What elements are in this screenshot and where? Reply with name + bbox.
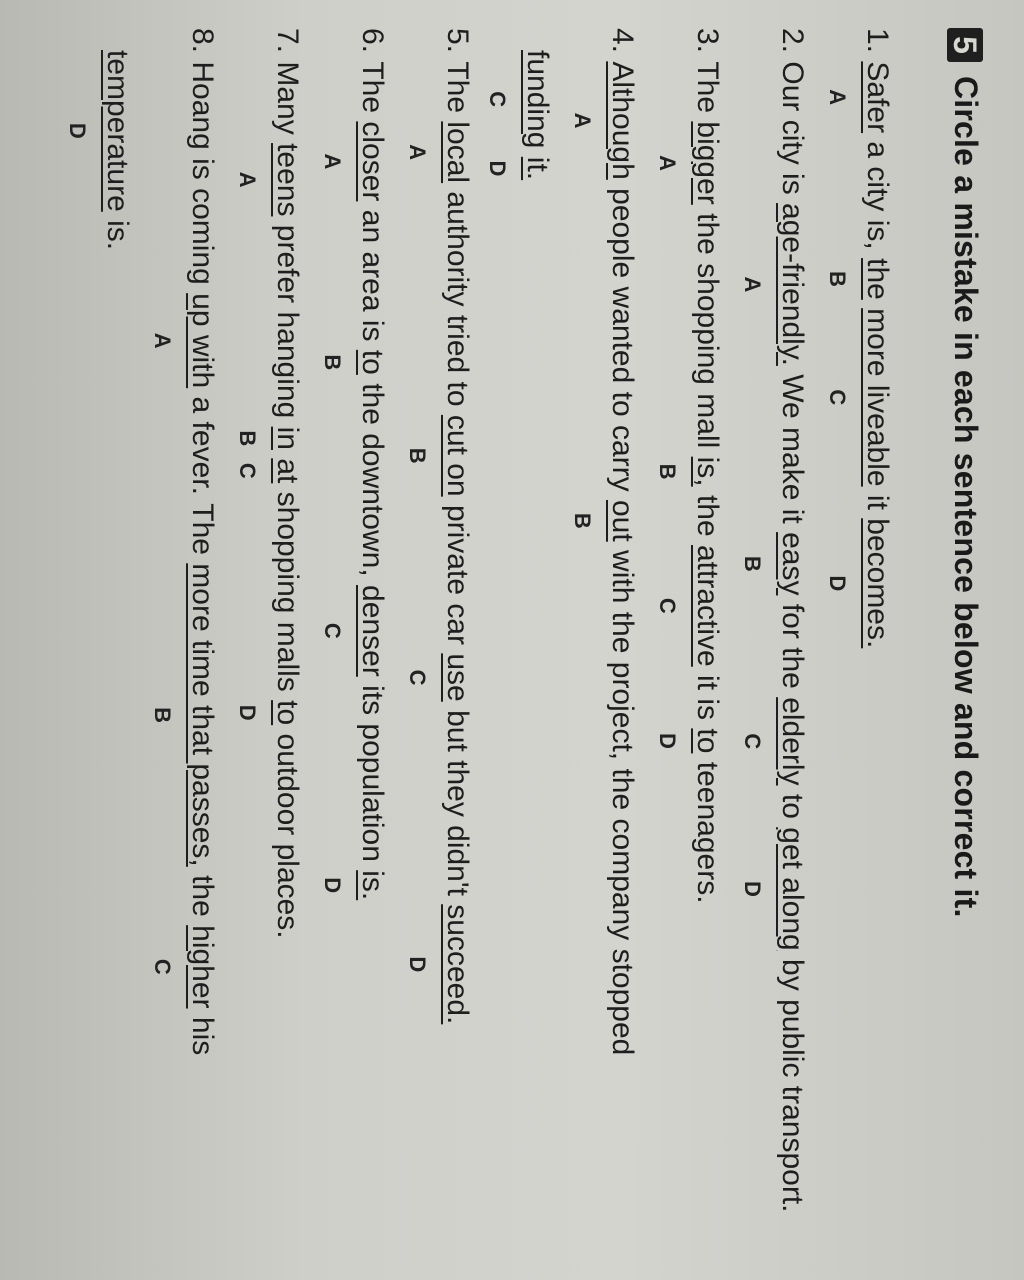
underlined-option[interactable] <box>235 458 304 484</box>
segment-text: 8. Hoang is coming <box>186 28 219 294</box>
segment-text: 5. The <box>441 28 474 122</box>
sentence-text <box>690 667 724 729</box>
segment-text: it <box>861 486 894 519</box>
option-label-a: A <box>150 332 175 349</box>
option-label-c: C <box>235 462 260 479</box>
sentence-6-line-1 <box>320 28 389 901</box>
segment-text: at <box>271 458 304 484</box>
segment-text: 6. The <box>356 28 389 122</box>
segment-text: private car <box>441 496 474 654</box>
option-label-b: B <box>235 430 260 447</box>
sentence-text <box>775 366 809 532</box>
segment-text: elderly <box>776 697 809 786</box>
segment-text: temperature <box>101 50 134 212</box>
segment-text: more time that passes, <box>186 563 219 867</box>
sentence-text <box>440 702 474 905</box>
underlined-option[interactable] <box>405 414 474 497</box>
underlined-option[interactable] <box>235 426 304 450</box>
sentence-text <box>270 725 304 938</box>
segment-text: We make it <box>776 365 809 533</box>
segment-text: a fever. The <box>186 388 219 564</box>
segment-text: Safer <box>861 61 894 134</box>
sentence-text <box>270 216 304 426</box>
underlined-option[interactable] <box>655 728 724 754</box>
underlined-option[interactable] <box>320 585 389 677</box>
sentence-text <box>860 28 894 61</box>
underlined-option[interactable] <box>320 349 389 375</box>
exercise-title: Circle a mistake in each sentence below and correct it. <box>948 76 984 918</box>
segment-text: is, <box>691 456 724 487</box>
sentence-4-line-2 <box>485 50 554 181</box>
segment-text: 4. <box>606 28 639 62</box>
option-label-c: C <box>825 389 850 406</box>
segment-text: 1. <box>861 28 894 62</box>
sentence-text <box>775 951 809 1213</box>
option-label-b: B <box>405 447 430 464</box>
sentence-text <box>775 595 809 697</box>
sentence-text <box>775 28 809 203</box>
segment-text: is. <box>101 211 134 251</box>
segment-text: closer <box>356 121 389 202</box>
segment-text: an area is <box>356 201 389 350</box>
sentence-text <box>520 148 554 156</box>
option-label-c: C <box>485 91 510 108</box>
segment-text <box>271 450 304 458</box>
underlined-option[interactable] <box>405 904 474 1025</box>
segment-text: becomes. <box>861 518 894 649</box>
underlined-option[interactable] <box>235 700 304 726</box>
segment-text: it is <box>691 666 724 729</box>
segment-text: a city is, <box>861 133 894 259</box>
sentence-text <box>690 28 724 121</box>
option-label-d: D <box>235 704 260 721</box>
sentence-text <box>605 180 639 500</box>
underlined-option[interactable] <box>655 121 724 205</box>
segment-text: succeed. <box>441 904 474 1025</box>
option-label-d: D <box>485 160 510 177</box>
segment-text: Although <box>606 61 639 180</box>
underlined-option[interactable] <box>825 518 894 649</box>
segment-text: easy <box>776 532 809 596</box>
sentence-text <box>185 28 219 293</box>
sentence-text <box>605 28 639 61</box>
underlined-option[interactable] <box>655 545 724 667</box>
option-label-b: B <box>570 512 595 529</box>
underlined-option[interactable] <box>150 563 219 867</box>
option-label-b: B <box>740 555 765 572</box>
sentence-2-line-1 <box>740 28 809 1213</box>
option-label-b: B <box>150 707 175 723</box>
underlined-option[interactable] <box>655 456 724 487</box>
segment-text: its population <box>356 676 389 871</box>
segment-text: up with <box>186 293 219 389</box>
option-label-d: D <box>405 956 430 973</box>
sentence-1-line-1 <box>825 28 894 649</box>
underlined-option[interactable] <box>320 870 389 901</box>
option-label-a: A <box>320 153 345 170</box>
underlined-option[interactable] <box>740 827 809 951</box>
sentence-text <box>270 483 304 700</box>
option-label-a: A <box>405 144 430 161</box>
segment-text <box>861 300 894 308</box>
underlined-option[interactable] <box>740 203 809 366</box>
sentence-text <box>860 133 894 258</box>
segment-text: by public transport. <box>776 950 809 1213</box>
underlined-option[interactable] <box>485 156 554 181</box>
segment-text: get along <box>776 827 809 951</box>
segment-text: 7. Many <box>271 28 304 144</box>
sentence-8-line-1 <box>150 28 219 1056</box>
sentence-text <box>605 542 639 1056</box>
segment-text <box>521 148 554 156</box>
sentence-4-line-1 <box>570 28 639 1056</box>
underlined-option[interactable] <box>405 653 474 702</box>
option-label-b: B <box>320 354 345 371</box>
underlined-option[interactable] <box>570 61 639 180</box>
segment-text: 3. The <box>691 28 724 122</box>
sentence-text <box>355 28 389 121</box>
segment-text: attractive <box>691 545 724 667</box>
sentence-text <box>185 1009 219 1056</box>
segment-text: teens <box>271 143 304 217</box>
underlined-option[interactable] <box>150 925 219 1009</box>
sentence-text <box>270 450 304 458</box>
sentence-text <box>355 375 389 585</box>
exercise-header <box>947 28 984 918</box>
sentence-text <box>860 487 894 519</box>
sentence-text <box>270 28 304 143</box>
option-label-a: A <box>740 276 765 293</box>
option-label-b: B <box>655 463 680 480</box>
underlined-option[interactable] <box>825 61 894 134</box>
segment-text: the <box>691 486 724 545</box>
sentence-text <box>440 28 474 121</box>
segment-text: people wanted to carry <box>606 179 639 500</box>
exercise-number-badge: 5 <box>948 28 984 62</box>
sentence-5-line-1 <box>405 28 474 1025</box>
underlined-option[interactable] <box>65 50 134 212</box>
sentence-text <box>355 677 389 870</box>
option-label-a: A <box>570 112 595 129</box>
segment-text: his <box>186 1008 219 1056</box>
sentence-text <box>185 388 219 563</box>
underlined-option[interactable] <box>235 143 304 217</box>
sentence-text <box>440 497 474 654</box>
sentence-7-line-1 <box>235 28 304 939</box>
option-label-d: D <box>320 877 345 894</box>
segment-text: local <box>441 121 474 184</box>
option-label-b: B <box>825 271 850 287</box>
underlined-option[interactable] <box>825 308 894 487</box>
sentence-text <box>100 212 134 250</box>
segment-text: use <box>441 653 474 702</box>
segment-text: 2. Our city is <box>776 28 809 204</box>
option-label-a: A <box>235 171 260 188</box>
segment-text: is. <box>356 870 389 901</box>
segment-text: with the project, the company stopped <box>606 541 639 1056</box>
segment-text: for the <box>776 595 809 698</box>
underlined-option[interactable] <box>320 121 389 202</box>
option-label-c: C <box>405 669 430 686</box>
segment-text: denser <box>356 585 389 677</box>
segment-text: to <box>356 349 389 375</box>
option-label-a: A <box>655 155 680 172</box>
option-label-c: C <box>150 958 175 975</box>
sentence-text <box>690 487 724 545</box>
segment-text: funding <box>521 50 554 149</box>
option-label-d: D <box>65 122 90 139</box>
sentence-text <box>690 205 724 457</box>
segment-text: the downtown, <box>356 374 389 586</box>
underlined-option[interactable] <box>150 293 219 389</box>
segment-text: the <box>861 258 894 300</box>
sentence-text <box>185 867 219 925</box>
sentence-text <box>440 183 474 415</box>
segment-text: teenagers. <box>691 753 724 904</box>
sentence-text <box>690 753 724 903</box>
option-label-d: D <box>655 732 680 749</box>
sentence-8-line-2 <box>65 50 134 251</box>
option-label-a: A <box>825 89 850 106</box>
segment-text: to <box>271 700 304 726</box>
option-label-c: C <box>740 733 765 750</box>
sentence-text <box>775 786 809 828</box>
segment-text: cut on <box>441 414 474 497</box>
underlined-option[interactable] <box>485 50 554 149</box>
segment-text: in <box>271 426 304 450</box>
segment-text: shopping malls <box>271 483 304 701</box>
segment-text: the <box>186 866 219 926</box>
option-label-d: D <box>825 575 850 592</box>
underlined-option[interactable] <box>570 499 639 542</box>
segment-text: higher <box>186 925 219 1009</box>
segment-text: it. <box>521 156 554 181</box>
segment-text: bigger <box>691 121 724 205</box>
sentence-text <box>860 300 894 308</box>
segment-text: outdoor places. <box>271 725 304 939</box>
segment-text: prefer hanging <box>271 216 304 427</box>
segment-text: age-friendly. <box>776 203 809 366</box>
option-label-c: C <box>320 622 345 639</box>
sentence-text <box>355 201 389 349</box>
segment-text: the shopping mall <box>691 204 724 457</box>
segment-text: out <box>606 499 639 542</box>
segment-text: to <box>691 728 724 754</box>
segment-text: more liveable <box>861 308 894 487</box>
segment-text: but they didn't <box>441 701 474 905</box>
segment-text: to <box>776 785 809 828</box>
underlined-option[interactable] <box>405 121 474 184</box>
underlined-option[interactable] <box>740 532 809 596</box>
underlined-option[interactable] <box>825 258 894 300</box>
option-label-d: D <box>740 881 765 897</box>
option-label-c: C <box>655 597 680 614</box>
sentence-3-line-1 <box>655 28 724 904</box>
segment-text: authority tried to <box>441 183 474 415</box>
underlined-option[interactable] <box>740 697 809 786</box>
